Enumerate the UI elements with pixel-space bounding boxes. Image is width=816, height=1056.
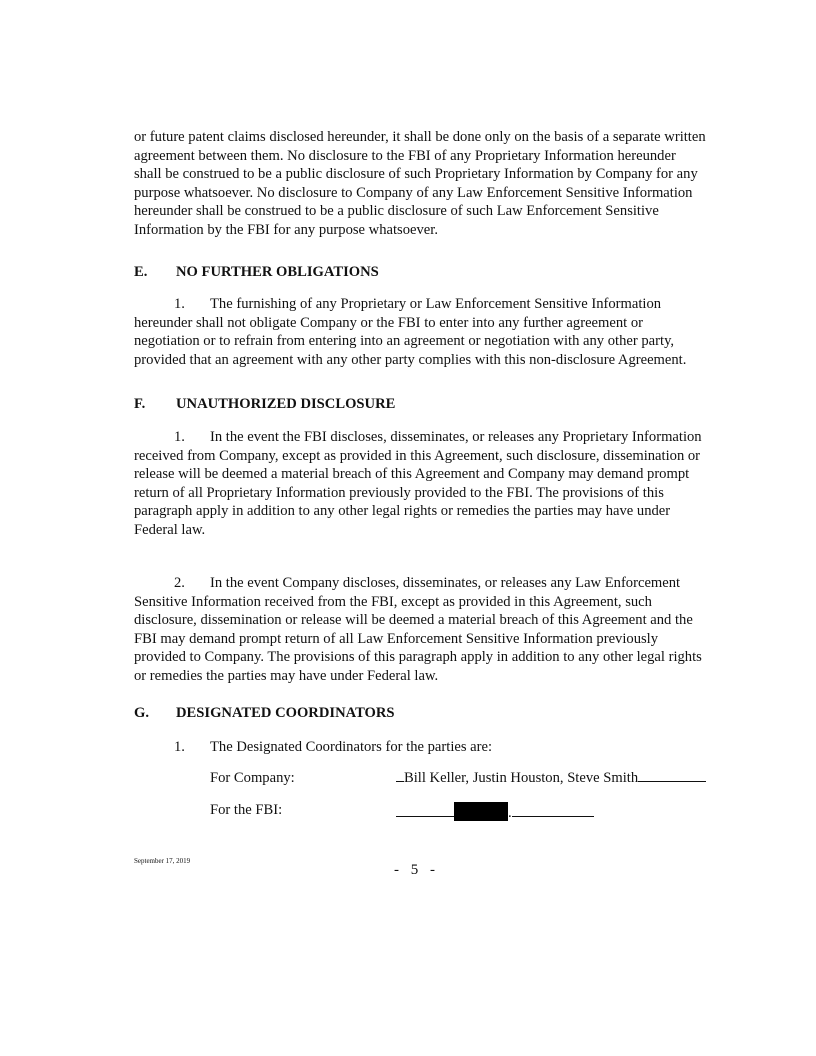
page-number: - 5 -: [394, 862, 439, 878]
section-f-item-1-number: 1.: [174, 429, 185, 445]
section-f-letter: F.: [134, 396, 146, 412]
section-e-item-1-text: The furnishing of any Proprietary or Law Enforcement Sensitive Information hereunder shall not obligate Company or the FBI to enter into any further agreement or negotiation or to refrain from entering into an agreement or negotiation with any other party, provided that an agreement with any other party complies with this non-disclosure Agreement.: [134, 296, 687, 368]
section-e-item-1-number: 1.: [174, 296, 185, 312]
section-e-heading: [134, 263, 379, 281]
company-coordinator-names: Bill Keller, Justin Houston, Steve Smith: [404, 770, 639, 786]
fbi-coordinator-suffix: .: [508, 805, 512, 821]
company-coordinator-label: For Company:: [210, 770, 295, 786]
fbi-coordinator-label: For the FBI:: [210, 802, 283, 818]
fbi-coordinator-value: [396, 802, 594, 822]
section-g-letter: G.: [134, 705, 149, 721]
redaction-block: [454, 802, 508, 821]
section-e-letter: E.: [134, 264, 148, 280]
section-g-item-1: [174, 738, 492, 756]
section-f-item-2: [134, 574, 706, 685]
section-f-heading: [134, 395, 395, 413]
section-f-title: UNAUTHORIZED DISCLOSURE: [176, 396, 396, 412]
intro-paragraph: or future patent claims disclosed hereunder, it shall be done only on the basis of a separate written agreement between them. No disclosure to the FBI of any Proprietary Information hereunder shall be construed to be a public disclosure of such Proprietary Information by Company for any purpose whatsoever. No disclosure to Company of any Law Enforcement Sensitive Information hereunder shall be construed to be a public disclosure of such Law Enforcement Sensitive Information by the FBI for any purpose whatsoever.: [134, 129, 706, 238]
section-f-item-1: [134, 428, 706, 539]
company-coordinator-value: [396, 770, 706, 787]
section-g-item-1-text: The Designated Coordinators for the parties are:: [210, 739, 493, 755]
section-g-heading: [134, 704, 395, 722]
section-f-item-2-text: In the event Company discloses, disseminates, or releases any Law Enforcement Sensitive Information received from the FBI, except as provided in this Agreement, such disclosure, dissemination or release will be deemed a material breach of this Agreement and the FBI may demand prompt return of all Law Enforcement Sensitive Information previously provided to Company. The provisions of this paragraph apply in addition to any other legal rights or remedies the parties may have under Federal law.: [134, 575, 702, 684]
section-f-item-1-text: In the event the FBI discloses, disseminates, or releases any Proprietary Information received from Company, except as provided in this Agreement, such disclosure, dissemination or release will be deemed a material breach of this Agreement and Company may demand prompt return of all Proprietary Information previously provided to the FBI. The provisions of this paragraph apply in addition to any other legal rights or remedies the parties may have under Federal law.: [134, 429, 702, 538]
section-e-item-1: [134, 295, 706, 369]
section-g-title: DESIGNATED COORDINATORS: [176, 705, 395, 721]
section-f-item-2-number: 2.: [174, 575, 185, 591]
section-e-title: NO FURTHER OBLIGATIONS: [176, 264, 379, 280]
section-g-item-1-number: 1.: [174, 739, 185, 755]
footer-date: September 17, 2019: [134, 857, 191, 865]
